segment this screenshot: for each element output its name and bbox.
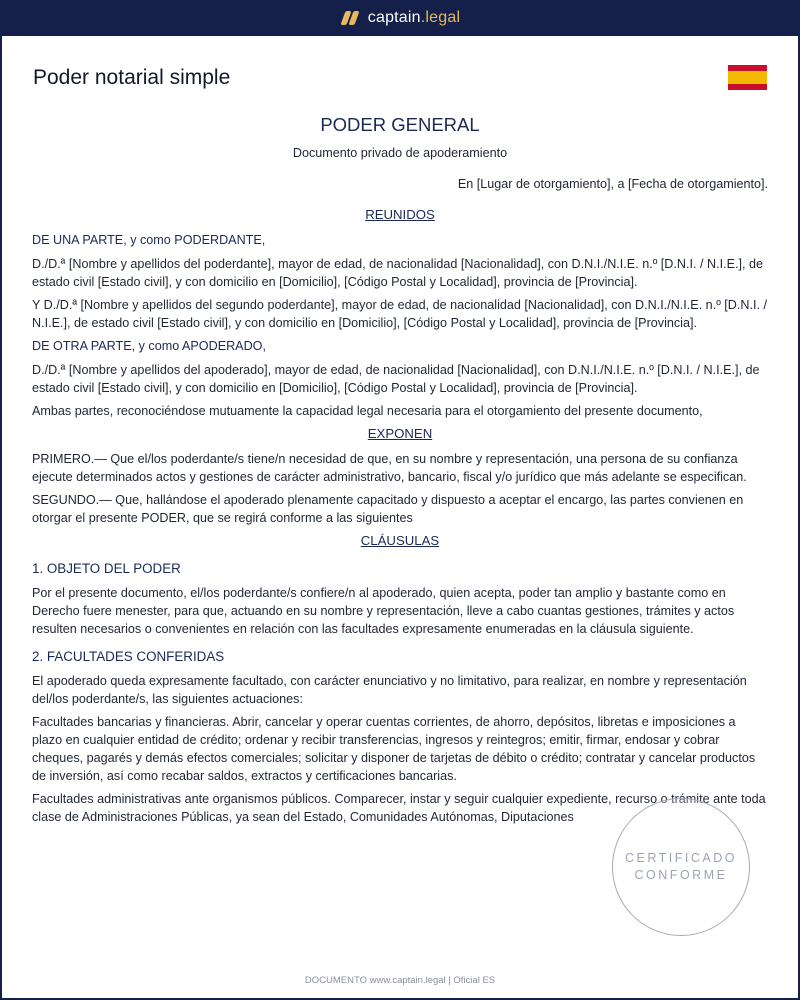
section-heading-exponen: EXPONEN [367,426,433,441]
primero-paragraph: PRIMERO.— Que el/los poderdante/s tiene/n necesidad de que, en su nombre y representación, una persona de su confianza ejecute determinados actos y gestiones de carácter administrativo, bancario, fiscal y/o jurídico que más adelante se especifican. [32,452,747,484]
segundo-paragraph: SEGUNDO.— Que, hallándose el apoderado plenamente capacitado y dispuesto a aceptar el encargo, las partes convienen en otorgar el presente PODER, que se regirá conforme a las siguientes [32,493,744,525]
stamp-line-2: CONFORME [634,868,728,882]
apoderado-paragraph: D./D.ª [Nombre y apellidos del apoderado], mayor de edad, de nacionalidad [Nacionalidad], con D.N.I./N.I.E. n.º [D.N.I. / N.I.E.], de estado civil [Estado civil], y con domicilio en [Domicilio], [Código Postal y Localidad], provincia de [Provincia]. [32,363,760,395]
document-title: PODER GENERAL [320,114,480,135]
section-heading-reunidos: REUNIDOS [365,207,435,222]
stamp-line-1: CERTIFICADO [625,851,737,865]
page-footer [2,962,798,998]
clause-1-paragraph: Por el presente documento, el/los poderdante/s confiere/n al apoderado, quien acepta, poder tan amplio y bastante como en Derecho fuere menester, para que, actuando en su nombre y representación, lleve a cabo cuantas gestiones, trámites y actos resulten necesarios o convenientes en relación con las facultades expresamente enumeradas en la cláusula siguiente. [32,586,735,636]
party-label-poderdante: DE UNA PARTE, y como PODERDANTE, [32,233,266,247]
document-page [2,36,798,998]
brand-name: captain.legal [367,9,461,26]
document-body [32,112,768,831]
top-bar [0,0,800,36]
certified-stamp [612,798,750,936]
place-date-line: En [Lugar de otorgamiento], a [Fecha de otorgamiento]. [457,177,768,191]
page-title: Poder notarial simple [33,66,231,89]
document-subtitle: Documento privado de apoderamiento [292,146,508,160]
capacity-paragraph: Ambas partes, reconociéndose mutuamente la capacidad legal necesaria para el otorgamiento del presente documento, [32,404,703,418]
brand-tld: .legal [420,9,461,26]
clause-2-intro: El apoderado queda expresamente facultado, con carácter enunciativo y no limitativo, para realizar, en nombre y representación del/los poderdante/s, las siguientes actuaciones: [32,674,747,706]
party-label-apoderado: DE OTRA PARTE, y como APODERADO, [32,339,266,353]
captain-legal-logo-icon [340,10,360,26]
clause-2-heading: 2. FACULTADES CONFERIDAS [32,649,225,664]
spain-flag-icon [728,65,767,90]
clause-2-banking-paragraph: Facultades bancarias y financieras. Abrir, cancelar y operar cuentas corrientes, de ahorro, depósitos, libretas e imposiciones a plazo en cualquier entidad de crédito; ordenar y recibir transferencias, ingresos y reintegros; emitir, firmar, endosar y cobrar cheques, pagarés y demás efectos comerciales; solicitar y disponer de tarjetas de débito o crédito; contratar y cancelar productos de inversión, así como recabar saldos, extractos y certificaciones bancarias. [32,715,756,783]
section-heading-clausulas: CLÁUSULAS [360,533,440,548]
brand-logo[interactable] [340,9,460,27]
clause-1-heading: 1. OBJETO DEL PODER [32,561,181,576]
poderdante-2-paragraph: Y D./D.ª [Nombre y apellidos del segundo poderdante], mayor de edad, de nacionalidad [Nacionalidad], con D.N.I./N.I.E. n.º [D.N.I. / N.I.E.], de estado civil [Estado civil], y con domicilio en [Domicilio], [Código Postal y Localidad], provincia de [Provincia]. [32,298,767,330]
footer-text: DOCUMENTO www.captain.legal | Oficial ES [304,974,496,986]
clause-2-administrative-paragraph: Facultades administrativas ante organismos públicos. Comparecer, instar y seguir cualquier expediente, recurso o trámite ante toda clase de Administraciones Públicas, ya sean del Estado, Comunidades Autónomas, Diputaciones [32,792,766,824]
poderdante-1-paragraph: D./D.ª [Nombre y apellidos del poderdante], mayor de edad, de nacionalidad [Nacionalidad], con D.N.I./N.I.E. n.º [D.N.I. / N.I.E.], de estado civil [Estado civil], y con domicilio en [Domicilio], [Código Postal y Localidad], provincia de [Provincia]. [32,257,763,289]
